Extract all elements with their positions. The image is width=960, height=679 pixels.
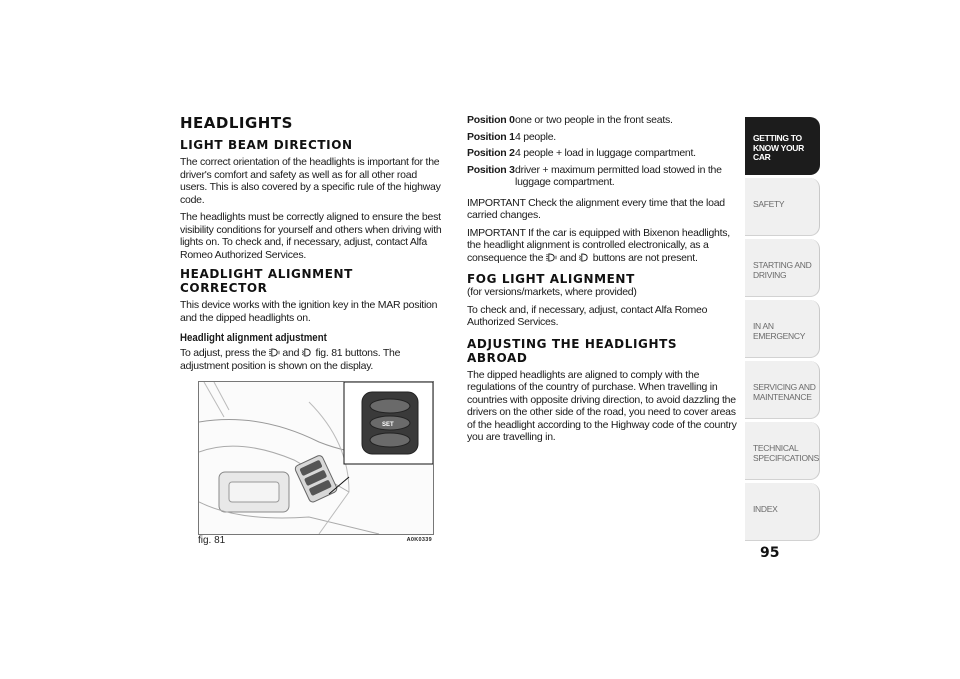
text: buttons are not present.	[592, 251, 698, 264]
tab-in-an-emergency[interactable]: IN AN EMERGENCY	[745, 300, 820, 358]
section-heading-fog-light: FOG LIGHT ALIGNMENT	[467, 272, 635, 286]
figure-caption	[198, 535, 434, 546]
important-note-bixenon	[467, 227, 739, 265]
important-note: IMPORTANT Check the alignment every time that the load carried changes.	[467, 196, 725, 221]
text: and	[559, 251, 577, 264]
position-label: Position 2	[467, 147, 515, 159]
position-row	[467, 114, 739, 127]
tab-starting-and-driving[interactable]: STARTING AND DRIVING	[745, 239, 820, 297]
text: IMPORTANT If the car is equipped with Bixenon headlights, the headlight alignment is controlled electronically, as a consequence the	[467, 226, 730, 264]
position-row	[467, 131, 739, 144]
position-row	[467, 164, 739, 189]
headlight-down-icon	[579, 253, 590, 262]
dashboard-illustration	[199, 382, 433, 534]
headlight-up-icon	[269, 348, 280, 357]
position-text: one or two people in the front seats.	[515, 114, 673, 126]
fog-note: (for versions/markets, where provided)	[467, 286, 637, 298]
section-heading-alignment-corrector: HEADLIGHT ALIGNMENT CORRECTOR	[180, 267, 353, 295]
page-title: HEADLIGHTS	[180, 114, 293, 132]
chapter-tabs	[745, 117, 820, 544]
left-column	[180, 114, 442, 377]
position-label: Position 1	[467, 130, 515, 143]
paragraph: The headlights must be correctly aligned to ensure the best visibility conditions for yourself and others when driving with lights on. To check and, if necessary, adjust, contact Alfa Romeo Authorized Services.	[180, 211, 442, 261]
tab-index[interactable]: INDEX	[745, 483, 820, 541]
text: fig. 81 buttons. The adjustment position is shown on the display.	[180, 347, 401, 372]
paragraph: This device works with the ignition key in the MAR position and the dipped headlights on.	[180, 299, 438, 324]
position-label: Position 3	[467, 163, 515, 176]
paragraph: To check and, if necessary, adjust, contact Alfa Romeo Authorized Services.	[467, 303, 708, 328]
text: To adjust, press the	[180, 347, 267, 359]
tab-safety[interactable]: SAFETY	[745, 178, 820, 236]
figure-headlight-buttons	[198, 381, 434, 535]
position-text: driver + maximum permitted load stowed in the luggage compartment.	[515, 163, 722, 188]
position-label: Position 0	[467, 114, 515, 126]
figure-number: fig. 81	[198, 535, 226, 546]
tab-technical-specifications[interactable]: TECHNICAL SPECIFICATIONS	[745, 422, 820, 480]
paragraph: The correct orientation of the headlights is important for the driver's comfort and safety as well as for all other road users. This is also covered by a specific rule of the highway code.	[180, 156, 441, 206]
position-text: 4 people.	[515, 130, 556, 143]
subheading-alignment-adjustment: Headlight alignment adjustment	[180, 332, 327, 344]
tab-getting-to-know-your-car[interactable]: GETTING TO KNOW YOUR CAR	[745, 117, 820, 175]
paragraph-adjust	[180, 347, 442, 372]
figure-code: A0K0339	[406, 537, 432, 543]
headlight-up-icon	[546, 253, 557, 262]
tab-servicing-and-maintenance[interactable]: SERVICING AND MAINTENANCE	[745, 361, 820, 419]
headlight-down-icon	[302, 348, 313, 357]
set-button-label: SET	[382, 422, 394, 428]
page-number: 95	[760, 545, 780, 561]
position-row	[467, 147, 739, 160]
text: and	[282, 347, 300, 359]
section-heading-light-beam: LIGHT BEAM DIRECTION	[180, 138, 353, 152]
section-heading-abroad: ADJUSTING THE HEADLIGHTS ABROAD	[467, 336, 678, 365]
right-column	[467, 114, 739, 449]
position-text: 4 people + load in luggage compartment.	[515, 147, 696, 159]
paragraph: The dipped headlights are aligned to comply with the regulations of the country of purchase. When travelling in countries with opposite driving direction, to avoid dazzling the drivers on the other side of the road, you need to cover areas of the headlight according to the Highway code of the country you are travelling in.	[467, 368, 737, 443]
